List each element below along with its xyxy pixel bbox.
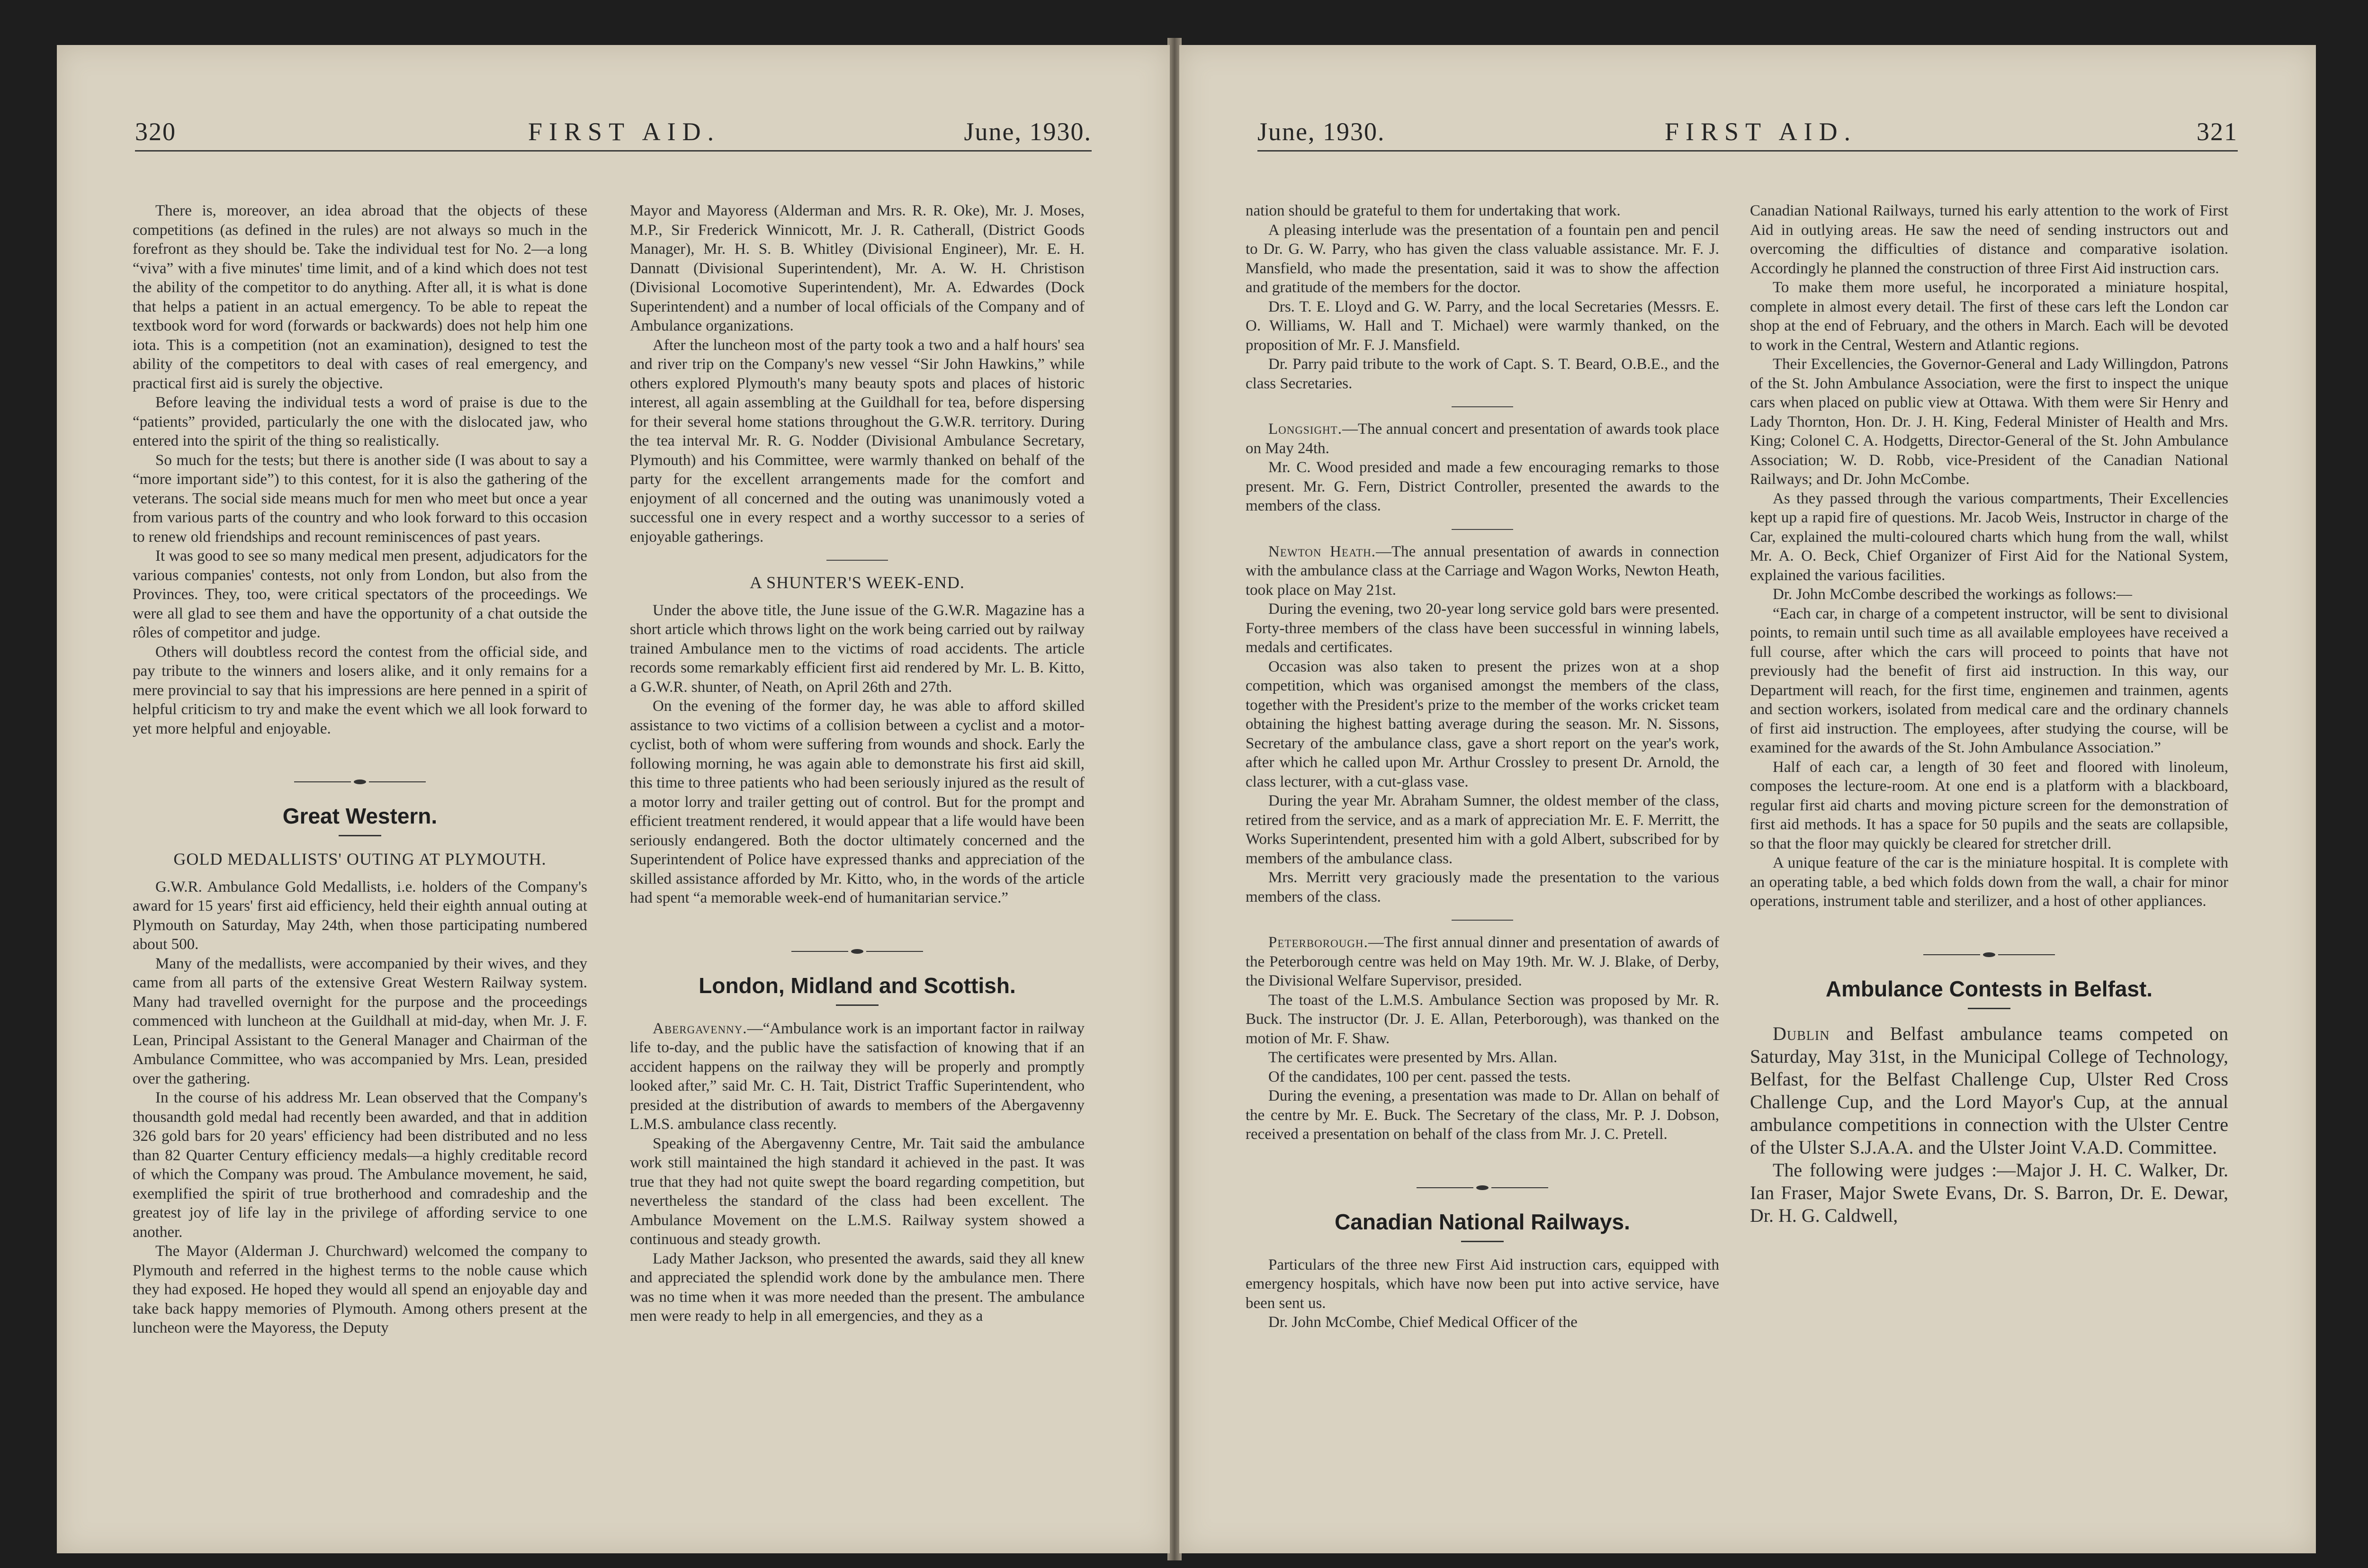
paragraph: “Each car, in charge of a competent instructor, will be sent to divisional points, to remain until such time as all available employees have received a full course, after which the cars will proceed to points that have not previously had the benefit of first aid instruction. In this way, our Department will reach, for the first time, enginemen and trainmen, agents and section workers, isolated from medical care and the ordinary channels of first aid instruction. The employees, after studying the course, will be examined for the awards of the St. John Ambulance Association.” xyxy=(1750,605,2228,756)
section-ornament xyxy=(630,941,1085,952)
separator-rule xyxy=(1452,529,1513,530)
paragraph-text: —The annual concert and presentation of awards took place on May 24th. xyxy=(1246,421,1719,457)
paragraph: During the year Mr. Abraham Sumner, the oldest member of the class, retired from the service, and as a mark of appreciation Mr. E. F. Merritt, the Works Superintendent, presented him with a gold Albert, subscribed for by members of the ambulance class. xyxy=(1246,792,1719,867)
paragraph: A unique feature of the car is the miniature hospital. It is complete with an operating table, a bed which folds down from the wall, a chair for minor operations, instrument table and sterilizer, and a host of other appliances. xyxy=(1750,854,2228,910)
left-issue-date: June, 1930. xyxy=(964,117,1092,146)
paragraph: Speaking of the Abergavenny Centre, Mr. Tait said the ambulance work still maintained the high standard it achieved in the past. It was true that they had not quite swept the board regarding competition, but nevertheless the standard of the class had been excellent. The Ambulance Movement on the L.M.S. Railway system showed a continuous and steady growth. xyxy=(630,1135,1085,1248)
paragraph: Dr. Parry paid tribute to the work of Capt. S. T. Beard, O.B.E., and the class Secretaries. xyxy=(1246,356,1719,392)
section-ornament xyxy=(133,771,587,783)
paragraph-text: —The first annual dinner and presentation of awards of the Peterborough centre was held on May 19th. Mr. W. J. Blake, of Derby, the Divisional Welfare Supervisor, presided. xyxy=(1246,934,1719,989)
separator-rule xyxy=(1452,920,1513,921)
paragraph: Others will doubtless record the contest from the official side, and pay tribute to the winners and losers alike, and it only remains for a mere provincial to say that his impressions are here penned in a spirit of helpful criticism to try and make the event which we all look forward to yet more helpful and enjoyable. xyxy=(133,643,587,737)
paragraph: Under the above title, the June issue of the G.W.R. Magazine has a short article which throws light on the work being carried out by railway trained Ambulance men to the victims of road accidents. The article records some remarkably efficient first aid rendered by Mr. L. B. Kitto, a G.W.R. shunter, of Neath, on April 26th and 27th. xyxy=(630,601,1085,696)
right-journal-title: FIRST AID. xyxy=(1665,117,1857,146)
paragraph: There is, moreover, an idea abroad that the objects of these competitions (as defined in the rules) are not always so much in the forefront as they should be. Take the individual test for No. 2—a long “viva” with a five minutes' time limit, and of a kind which does not test the ability of the competitor to do anything. After all, it is what is done that helps a patient in an actual emergency. To be able to repeat the textbook word for word (forwards or backwards) does not help him one iota. This is a competition (not an examination), designed to test the ability of the competitors to deal with cases of real emergency, and practical first aid is surely the objective. xyxy=(133,202,587,392)
heading-rule xyxy=(339,835,381,836)
paragraph xyxy=(1246,542,1719,600)
paragraph: After the luncheon most of the party took a two and a half hours' sea and river trip on the Company's new vessel “Sir John Hawkins,” while others explored Plymouth's many beauty spots and places of historic interest, all again assembling at the Guildhall for tea, before dispersing for their several home stations throughout the G.W.R. territory. During the tea interval Mr. R. G. Nodder (Divisional Ambulance Secretary, Plymouth) and his Committee, were warmly thanked on behalf of the party for the excellent arrangements made for the comfort and enjoyment of all concerned and the outing was unanimously voted a successful one in every respect and a worthy successor to a series of enjoyable gatherings. xyxy=(630,336,1085,546)
paragraph: On the evening of the former day, he was able to afford skilled assistance to two victims of a collision between a cyclist and a motor-cyclist, both of whom were suffering from wounds and shock. Early the following morning, he was again able to demonstrate his first aid skill, this time to three patients who had been seriously injured as the result of a motor lorry and trailer getting out of control. But for the prompt and efficient treatment rendered, it would appear that a life would have been seriously endangered. Both the doctor ultimately concerned and the Superintendent of Police have expressed thanks and appreciation of the skilled assistance afforded by Mr. Kitto, who, in the words of the article had spent “a memorable week-end of humanitarian service.” xyxy=(630,698,1085,906)
right-column-1 xyxy=(1246,201,1719,1332)
paragraph: So much for the tests; but there is another side (I was about to say a “more important side”) to this contest, for it is also the gathering of the veterans. The social side means much for men who meet but once a year from various parts of the country and who look forward to this occasion to renew old friendships and recount reminiscences of past years. xyxy=(133,451,587,546)
left-column-2 xyxy=(630,201,1085,1326)
subheading-gold-medallists: GOLD MEDALLISTS' OUTING AT PLYMOUTH. xyxy=(173,850,547,869)
paragraph: The following were judges :—Major J. H. C. Walker, Dr. Ian Fraser, Major Swete Evans, Dr. S. Barron, Dr. E. Dewar, Dr. H. G. Caldwell, xyxy=(1750,1159,2228,1226)
heading-rule xyxy=(1461,1241,1504,1242)
paragraph: Dr. John McCombe described the workings as follows:— xyxy=(1773,586,2132,603)
section-ornament xyxy=(1246,1177,1719,1189)
paragraph xyxy=(1246,420,1719,458)
paragraph: Many of the medallists, were accompanied by their wives, and they came from all parts of the extensive Great Western Railway system. Many had travelled overnight for the purpose and the proceedings commenced with luncheon at the Guildhall at mid-day, when Mr. J. F. Lean, Principal Assistant to the General Manager and Chairman of the Ambulance Committee, who was accompanied by Mrs. Lean, presided over the gathering. xyxy=(133,955,587,1087)
paragraph: Particulars of the three new First Aid instruction cars, equipped with emergency hospitals, which have now been put into active service, have been sent us. xyxy=(1246,1256,1719,1312)
paragraph: Their Excellencies, the Governor-General and Lady Willingdon, Patrons of the St. John Ambulance Association, were the first to inspect the unique cars when placed on public view at Ottawa. With them were Sir Henry and Lady Thornton, Hon. Dr. J. H. King, Federal Minister of Health and Mrs. King; Colonel C. A. Hodgetts, Director-General of the St. John Ambulance Association; W. D. Robb, vice-President of the Canadian National Railways; and Dr. John McCombe. xyxy=(1750,356,2228,488)
section-heading-belfast: Ambulance Contests in Belfast. xyxy=(1825,976,2153,1001)
paragraph: To make them more useful, he incorporated a miniature hospital, complete in almost every detail. The first of these cars left the London car shop at the end of February, and the others in March. Each will be devoted to work in the Central, Western and Atlantic regions. xyxy=(1750,279,2228,354)
paragraph-text: and Belfast ambulance teams competed on Saturday, May 31st, in the Municipal College of Technology, Belfast, for the Belfast Challenge Cup, Ulster Red Cross Challenge Cup, and the Lord Mayor's Cup, at the annual ambulance competitions in connection with the Ulster Centre of the Ulster S.J.A.A. and the Ulster Joint V.A.D. Committee. xyxy=(1750,1022,2228,1158)
right-running-head xyxy=(1257,117,2238,152)
paragraph xyxy=(1246,933,1719,991)
paragraph: Drs. T. E. Lloyd and G. W. Parry, and the local Secretaries (Messrs. E. O. Williams, W. Hall and T. Michael) were warmly thanked, on the proposition of Mr. F. J. Mansfield. xyxy=(1246,298,1719,354)
section-heading-great-western: Great Western. xyxy=(282,804,438,828)
paragraph: Mr. C. Wood presided and made a few encouraging remarks to those present. Mr. G. Fern, District Controller, presented the awards to the members of the class. xyxy=(1246,459,1719,514)
left-journal-title: FIRST AID. xyxy=(528,117,721,146)
paragraph: The Mayor (Alderman J. Churchward) welcomed the company to Plymouth and referred in the highest terms to the noble cause which they had exposed. He hoped they would all spend an enjoyable day and take back happy memories of Plymouth. Among others present at the luncheon were the Mayoress, the Deputy xyxy=(133,1243,587,1336)
heading-rule xyxy=(836,1004,879,1006)
paragraph: It was good to see so many medical men present, adjudicators for the various companies' contests, not only from London, but also from the Provinces. They, too, were critical spectators of the proceedings. We were all glad to see them and have the opportunity of a chat outside the rôles of competitor and judge. xyxy=(133,547,587,641)
right-issue-date: June, 1930. xyxy=(1257,117,1385,146)
paragraph: Lady Mather Jackson, who presented the awards, said they all knew and appreciated the splendid work done by the ambulance men. There was no time when it was more needed than the present. The ambulance men were ready to help in all emergencies, and they as a xyxy=(630,1250,1085,1325)
heading-rule xyxy=(1968,1008,2010,1009)
place-name: Newton Heath. xyxy=(1268,543,1376,560)
paragraph: In the course of his address Mr. Lean observed that the Company's thousandth gold medal had recently been awarded, and that in addition 326 gold bars for 20 years' efficiency had been distributed and no less than 82 Quarter Century efficiency medals—a highly creditable record of which the Company was proud. The Ambulance movement, he said, exemplified the spirit of true brotherhood and comradeship and the greatest joy of life lay in the privilege of affording service to one another. xyxy=(133,1089,587,1241)
paragraph: G.W.R. Ambulance Gold Medallists, i.e. holders of the Company's award for 15 years' first aid efficiency, held their eighth annual outing at Plymouth on Saturday, May 24th, when those participating numbered about 500. xyxy=(133,878,587,953)
paragraph: Dr. John McCombe, Chief Medical Officer of the xyxy=(1268,1314,1578,1331)
section-heading-lms: London, Midland and Scottish. xyxy=(699,973,1016,998)
section-ornament xyxy=(1750,944,2228,956)
place-name: Longsight. xyxy=(1268,421,1342,438)
subheading-shunters-week-end: A SHUNTER'S WEEK-END. xyxy=(750,573,965,592)
paragraph xyxy=(1750,1022,2228,1159)
place-name: Peterborough. xyxy=(1268,934,1368,951)
paragraph: Half of each car, a length of 30 feet and floored with linoleum, composes the lecture-room. At one end is a platform with a blackboard, regular first aid charts and moving picture screen for the demonstration of first aid methods. It has a space for 50 pupils and the seats are collapsible, so that the floor may quickly be cleared for stretcher drill. xyxy=(1750,758,2228,852)
paragraph: The certificates were presented by Mrs. Allan. xyxy=(1268,1049,1558,1066)
paragraph-text: —“Ambulance work is an important factor in railway life to-day, and the public have the satisfaction of knowing that if an accident happens on the railway they will be properly and promptly looked after,” said Mr. C. H. Tait, District Traffic Superintendent, who presided at the distribution of awards to members of the Abergavenny L.M.S. ambulance class recently. xyxy=(630,1020,1085,1133)
paragraph xyxy=(630,1019,1085,1134)
paragraph: Mayor and Mayoress (Alderman and Mrs. R. R. Oke), Mr. J. Moses, M.P., Sir Frederick Winnicott, Mr. J. R. Catherall, (District Goods Manager), Mr. H. S. B. Whitley (Divisional Engineer), Mr. E. H. Dannatt (Divisional Superintendent), Mr. A. W. H. Christison (Divisional Locomotive Superintendent), Mr. A. Edwardes (Dock Superintendent) and a number of local officials of the Company and of Ambulance organizations. xyxy=(630,202,1085,334)
section-heading-canadian-national: Canadian National Railways. xyxy=(1335,1209,1630,1234)
right-column-2 xyxy=(1750,201,2228,1227)
right-page xyxy=(1179,45,2316,1553)
left-page xyxy=(57,45,1170,1553)
paragraph-text: —The annual presentation of awards in connection with the ambulance class at the Carriage and Wagon Works, Newton Heath, took place on May 21st. xyxy=(1246,543,1720,599)
left-column-1 xyxy=(133,201,587,1338)
paragraph: Mrs. Merritt very graciously made the presentation to the various members of the class. xyxy=(1246,869,1719,905)
paragraph: Before leaving the individual tests a word of praise is due to the “patients” provided, particularly the one with the dislocated jaw, who entered into the spirit of the thing so realistically. xyxy=(133,394,587,449)
paragraph: Of the candidates, 100 per cent. passed the tests. xyxy=(1268,1068,1571,1085)
left-page-number: 320 xyxy=(135,117,176,146)
right-page-number: 321 xyxy=(2197,117,2238,146)
paragraph: As they passed through the various compartments, Their Excellencies kept up a rapid fire of questions. Mr. Jacob Weis, Instructor in charge of the Car, explained the multi-coloured charts which hung from the wall, whilst Mr. A. O. Beck, Chief Organizer of First Aid for the National System, explained the various facilities. xyxy=(1750,490,2228,584)
left-running-head xyxy=(135,117,1092,152)
paragraph: During the evening, a presentation was made to Dr. Allan on behalf of the centre by Mr. E. Buck. The Secretary of the class, Mr. P. J. Dobson, received a presentation on behalf of the class from Mr. J. C. Pretell. xyxy=(1246,1087,1719,1143)
paragraph: During the evening, two 20-year long service gold bars were presented. Forty-three members of the class have been successful in winning labels, medals and certificates. xyxy=(1246,600,1719,656)
separator-rule xyxy=(1452,406,1513,407)
place-name: Dublin xyxy=(1773,1022,1830,1044)
paragraph: A pleasing interlude was the presentation of a fountain pen and pencil to Dr. G. W. Parry, who has given the class valuable assistance. Mr. F. J. Mansfield, who made the presentation, said it was to show the affection and gratitude of the members for the doctor. xyxy=(1246,221,1719,296)
paragraph: Canadian National Railways, turned his early attention to the work of First Aid in outlying areas. He saw the need of sending instructors out and overcoming the difficulties of distance and comparative isolation. Accordingly he planned the construction of three First Aid instruction cars. xyxy=(1750,202,2228,277)
paragraph: nation should be grateful to them for undertaking that work. xyxy=(1246,202,1621,219)
paragraph: The toast of the L.M.S. Ambulance Section was proposed by Mr. R. Buck. The instructor (Dr. J. E. Allan, Peterborough), was thanked on the motion of Mr. F. Shaw. xyxy=(1246,991,1719,1047)
separator-rule xyxy=(826,560,888,561)
paragraph: Occasion was also taken to present the prizes won at a shop competition, which was organised amongst the members of the class, together with the President's prize to the member of the works cricket team obtaining the highest batting average during the season. Mr. N. Sissons, Secretary of the ambulance class, gave a short report on the year's work, after which he called upon Mr. Arthur Crossley to present Dr. Arnold, the class lecturer, with a cut-glass vase. xyxy=(1246,658,1719,790)
place-name: Abergavenny. xyxy=(653,1020,747,1037)
